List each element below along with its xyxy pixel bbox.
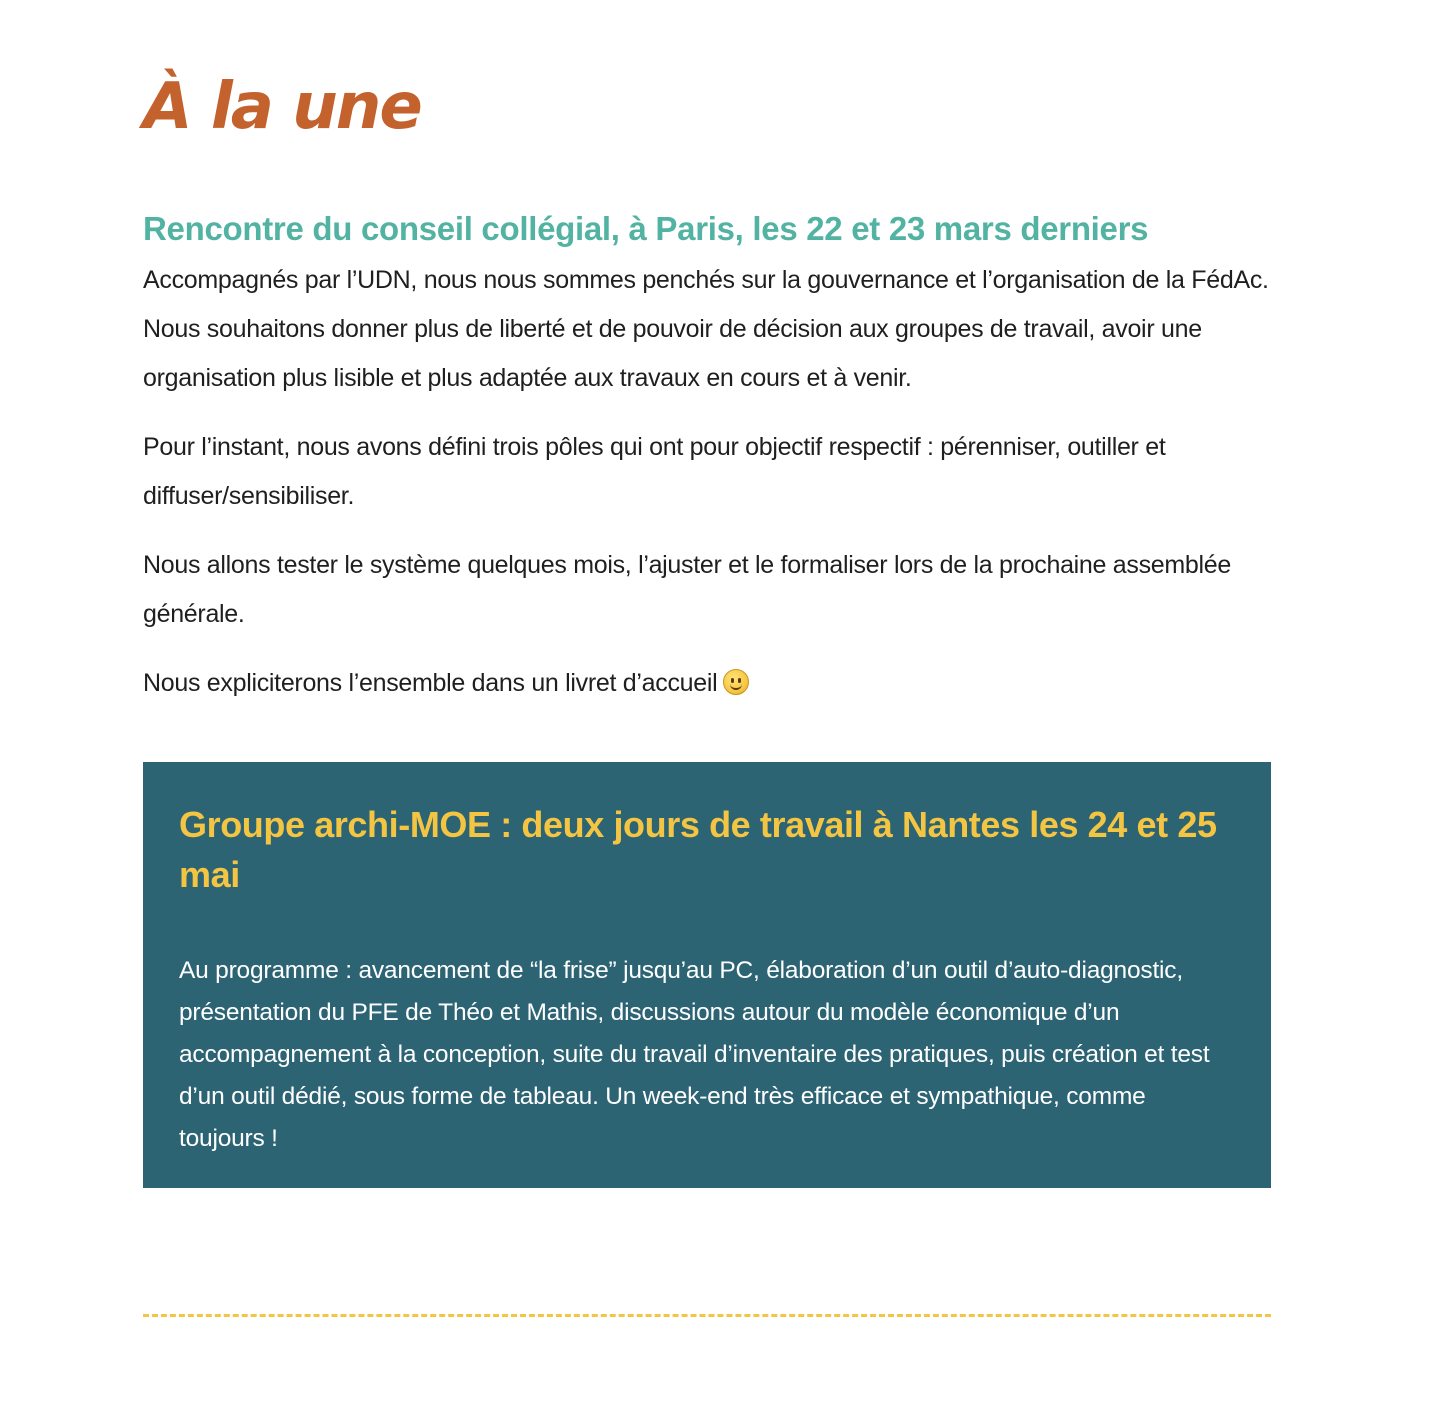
section-title: À la une <box>143 70 421 144</box>
article-paragraph-text: Nous expliciterons l’ensemble dans un livret d’accueil <box>143 669 718 697</box>
slightly-smiling-face-icon <box>723 669 749 695</box>
article-paragraph: Pour l’instant, nous avons défini trois pôles qui ont pour objectif respectif : pérenniser, outiller et diffuser/sensibiliser. <box>143 433 1166 510</box>
article-heading: Rencontre du conseil collégial, à Paris, les 22 et 23 mars derniers <box>143 210 1149 247</box>
article-paragraph: Nous allons tester le système quelques mois, l’ajuster et le formaliser lors de la prochaine assemblée générale. <box>143 551 1231 628</box>
article-body <box>143 256 1271 728</box>
highlight-heading: Groupe archi-MOE : deux jours de travail à Nantes les 24 et 25 mai <box>179 804 1217 895</box>
dashed-divider <box>143 1314 1271 1317</box>
article-paragraph: Accompagnés par l’UDN, nous nous sommes penchés sur la gouvernance et l’organisation de la FédAc. Nous souhaitons donner plus de liberté et de pouvoir de décision aux groupes de travail, avoir une organisation plus lisible et plus adaptée aux travaux en cours et à venir. <box>143 266 1269 392</box>
highlight-text: Au programme : avancement de “la frise” jusqu’au PC, élaboration d’un outil d’auto-diagnostic, présentation du PFE de Théo et Mathis, discussions autour du modèle économique d’un accompagnement à la conception, suite du travail d’inventaire des pratiques, puis création et test d’un outil dédié, sous forme de tableau. Un week-end très efficace et sympathique, comme toujours ! <box>179 957 1210 1152</box>
article-paragraph-last <box>143 659 1271 708</box>
highlight-box <box>143 762 1271 1188</box>
